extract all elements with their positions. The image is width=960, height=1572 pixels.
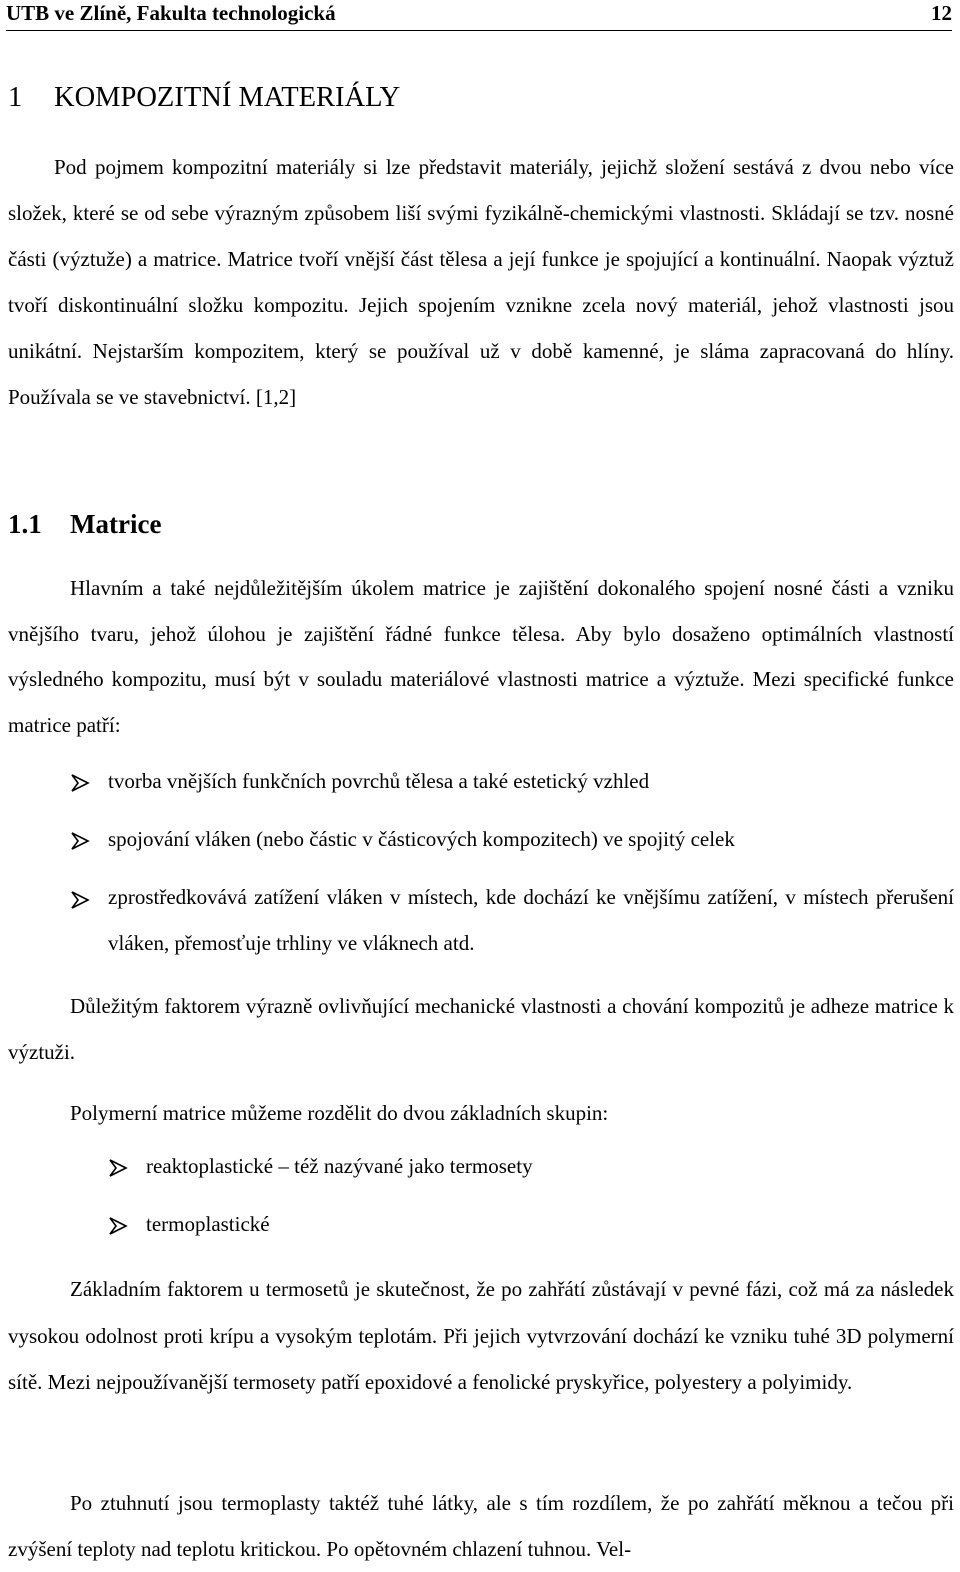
matrix-role-paragraph: Hlavním a také nejdůležitějším úkolem matrice je zajištění dokonalého spojení nosné části a vzniku vnějšího tvaru, jehož úlohou je zajištění řádné funkce tělesa. Aby bylo dosaženo optimálních vlastností výsledného kompozitu, musí být v souladu materiálové vlastnosti matrice a výztuže. Mezi specifické funkce matrice patří:	[8, 576, 954, 737]
section-number: 1.1	[8, 509, 42, 539]
arrowhead-bullet-icon	[70, 773, 90, 793]
arrowhead-bullet-icon	[108, 1216, 128, 1236]
list-item-text: termoplastické	[146, 1212, 270, 1236]
chapter-title: KOMPOZITNÍ MATERIÁLY	[54, 82, 401, 113]
list-item-text: reaktoplastické – též nazývané jako termosety	[146, 1154, 533, 1178]
running-header	[6, 0, 952, 26]
header-page-number: 12	[931, 1, 952, 25]
header-divider	[6, 30, 952, 31]
arrowhead-bullet-icon	[70, 890, 90, 910]
chapter-intro-paragraph: Pod pojmem kompozitní materiály si lze představit materiály, jejichž složení sestává z dvou nebo více složek, které se od sebe výrazným způsobem liší svými fyzikálně-chemickými vlastnosti. Skládají se tzv. nosné části (výztuže) a matrice. Matrice tvoří vnější část tělesa a její funkce je spojující a kontinuální. Naopak výztuž tvoří diskontinuální složku kompozitu. Jejich spojením vznikne zcela nový materiál, jehož vlastnosti jsou unikátní. Nejstarším kompozitem, který se používal už v době kamenné, je sláma zapracovaná do hlíny. Používala se ve stavebnictví. [1,2]	[8, 155, 954, 409]
section-title: Matrice	[70, 509, 162, 539]
header-institution: UTB ve Zlíně, Fakulta technologická	[6, 1, 336, 25]
list-item-text: tvorba vnějších funkčních povrchů tělesa a také estetický vzhled	[108, 769, 650, 793]
list-item-text: spojování vláken (nebo částic v částicových kompozitech) ve spojitý celek	[108, 827, 735, 851]
thermoplastic-paragraph: Po ztuhnutí jsou termoplasty taktéž tuhé látky, ale s tím rozdílem, že po zahřátí měknou a tečou při zvýšení teploty nad teplotu kritickou. Po opětovném chlazení tuhnou. Vel-	[8, 1491, 954, 1561]
list-item-text: zprostředkovává zatížení vláken v místech, kde dochází ke vnějšímu zatížení, v místech přerušení vláken, přemosťuje trhliny ve vláknech atd.	[108, 885, 954, 955]
arrowhead-bullet-icon	[70, 831, 90, 851]
adhesion-paragraph: Důležitým faktorem výrazně ovlivňující mechanické vlastnosti a chování kompozitů je adheze matrice k výztuži.	[8, 994, 954, 1064]
polymer-groups-intro: Polymerní matrice můžeme rozdělit do dvou základních skupin:	[70, 1101, 609, 1125]
section-heading	[8, 506, 161, 542]
thermoset-paragraph: Základním faktorem u termosetů je skutečnost, že po zahřátí zůstávají v pevné fázi, což má za následek vysokou odolnost proti krípu a vysokým teplotám. Při jejich vytvrzování dochází ke vzniku tuhé 3D polymerní sítě. Mezi nejpoužívanější termosety patří epoxidové a fenolické pryskyřice, polyestery a polyimidy.	[8, 1277, 954, 1394]
arrowhead-bullet-icon	[108, 1158, 128, 1178]
chapter-heading	[8, 80, 400, 116]
chapter-number: 1	[8, 82, 23, 113]
